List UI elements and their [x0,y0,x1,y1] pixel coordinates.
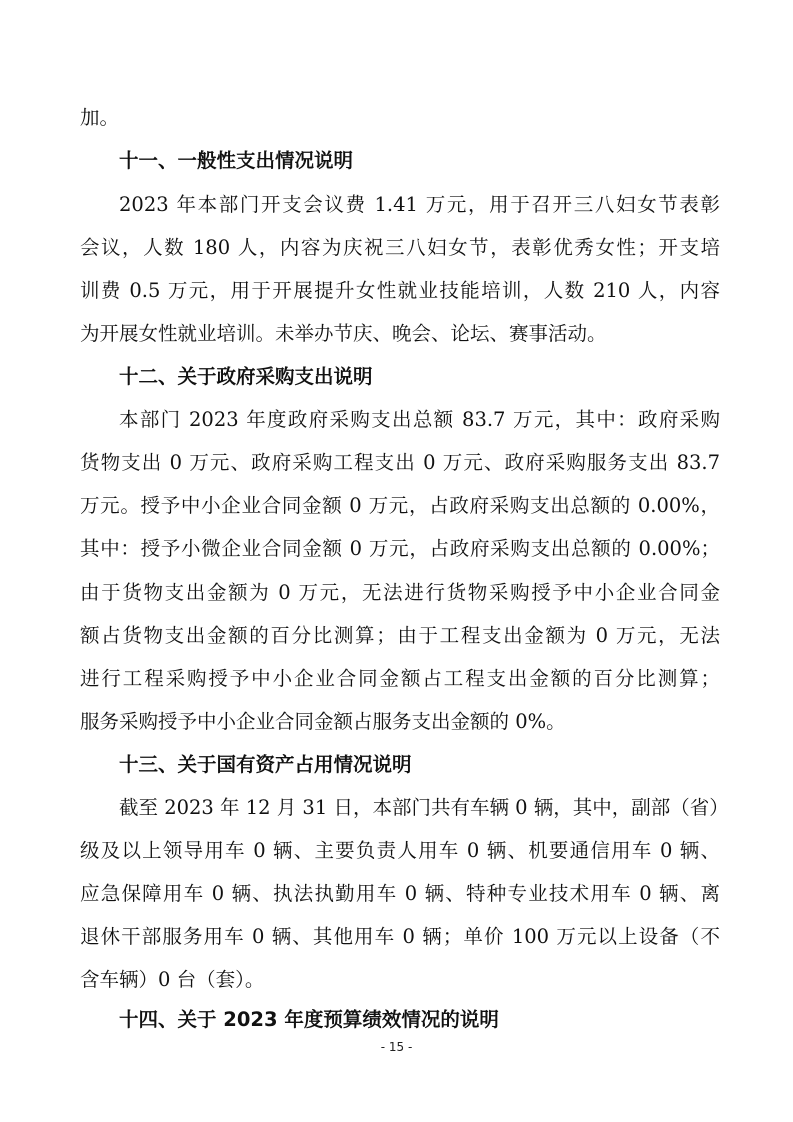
paragraph-line: 为开展女性就业培训。未举办节庆、晚会、论坛、赛事活动。 [80,322,607,345]
paragraph-line: 级及以上领导用车 0 辆、主要负责人用车 0 辆、机要通信用车 0 辆、 [80,839,720,862]
paragraph-line: 由于货物支出金额为 0 万元，无法进行货物采购授予中小企业合同金 [80,581,720,604]
paragraph-line: 万元。授予中小企业合同金额 0 万元，占政府采购支出总额的 0.00%， [80,494,720,517]
page-number: - 15 - [380,1040,413,1054]
paragraph-tail: 加。 [80,106,120,129]
paragraph-line: 会议，人数 180 人，内容为庆祝三八妇女节，表彰优秀女性；开支培 [80,236,720,259]
paragraph-line: 服务采购授予中小企业合同金额占服务支出金额的 0%。 [80,710,566,733]
paragraph-line: 退休干部服务用车 0 辆、其他用车 0 辆；单价 100 万元以上设备（不 [80,925,720,948]
paragraph-line: 其中：授予小微企业合同金额 0 万元，占政府采购支出总额的 0.00%； [80,537,720,560]
paragraph-line: 额占货物支出金额的百分比测算；由于工程支出金额为 0 万元，无法 [80,624,720,647]
section-heading-12: 十二、关于政府采购支出说明 [119,365,373,388]
paragraph-line: 本部门 2023 年度政府采购支出总额 83.7 万元，其中：政府采购 [119,408,720,431]
section-heading-14: 十四、关于 2023 年度预算绩效情况的说明 [119,1008,499,1031]
section-heading-11: 十一、一般性支出情况说明 [119,149,354,172]
paragraph-line: 含车辆）0 台（套）。 [80,968,265,991]
section-heading-13: 十三、关于国有资产占用情况说明 [119,753,412,776]
paragraph-line: 训费 0.5 万元，用于开展提升女性就业技能培训，人数 210 人，内容 [80,279,720,302]
paragraph-line: 进行工程采购授予中小企业合同金额占工程支出金额的百分比测算； [80,667,720,690]
paragraph-line: 2023 年本部门开支会议费 1.41 万元，用于召开三八妇女节表彰 [119,193,720,216]
paragraph-line: 截至 2023 年 12 月 31 日，本部门共有车辆 0 辆，其中，副部（省） [119,796,729,819]
paragraph-line: 应急保障用车 0 辆、执法执勤用车 0 辆、特种专业技术用车 0 辆、离 [80,882,720,905]
paragraph-line: 货物支出 0 万元、政府采购工程支出 0 万元、政府采购服务支出 83.7 [80,451,720,474]
